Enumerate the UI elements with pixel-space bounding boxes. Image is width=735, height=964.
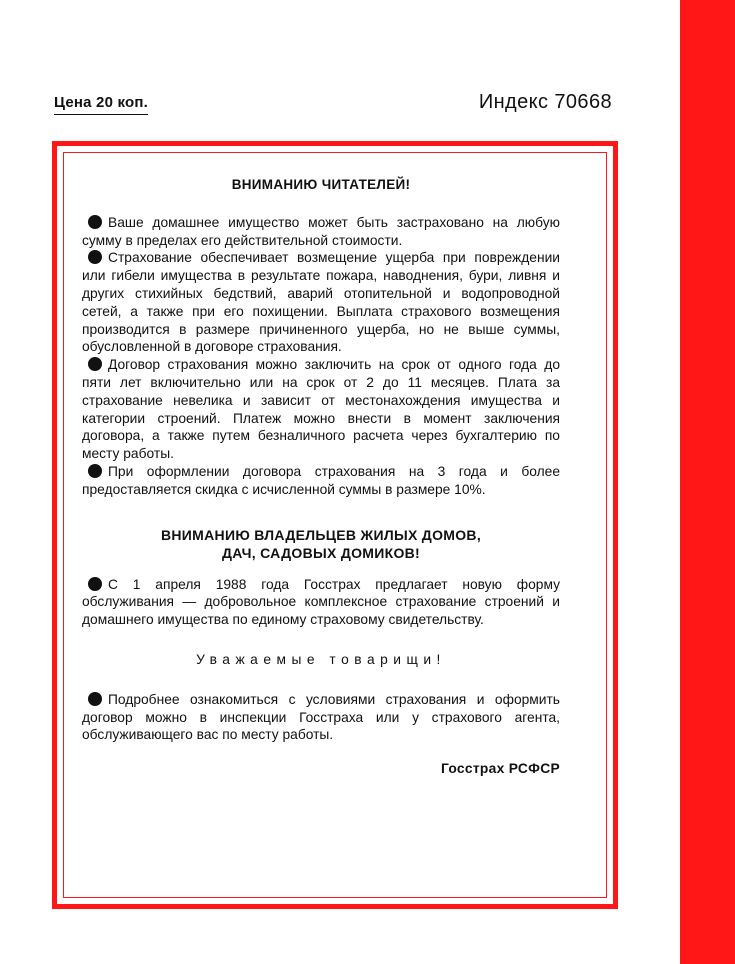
index-label: Индекс 70668 xyxy=(478,91,612,113)
price-label: Цена 20 коп. xyxy=(54,94,148,115)
paragraph-new-service: С 1 апреля 1988 года Госстрах предлагает новую форму обслуживания — добровольное комплексное страхование строений и домашнего имущества по единому страховому свидетельству. xyxy=(82,576,560,628)
heading-readers: ВНИМАНИЮ ЧИТАТЕЛЕЙ! xyxy=(231,177,411,192)
paragraph-discount: При оформлении договора страхования на 3 года и более предоставляется скидка с исчисленной суммы в размере 10%. xyxy=(82,463,560,497)
paragraph-coverage: Страхование обеспечивает возмещение ущерба при повреждении или гибели имущества в результате пожара, наводнения, бури, ливня и других стихийных бедствий, аварий отопительной и водопроводной сетей, а также при его похищении. Выплата страхового возмещения производится в размере причиненного ущерба, но не выше суммы, обусловленной в договоре страхования. xyxy=(82,250,560,355)
bullet-icon xyxy=(88,250,102,264)
bullet-icon xyxy=(88,577,102,591)
paragraph-property-insurance: Ваше домашнее имущество может быть застраховано на любую сумму в пределах его действительной стоимости. xyxy=(82,214,560,248)
bullet-icon xyxy=(88,464,102,478)
heading-home-owners: ВНИМАНИЮ ВЛАДЕЛЬЦЕВ ЖИЛЫХ ДОМОВ, ДАЧ, САДОВЫХ ДОМИКОВ! xyxy=(160,526,482,561)
paragraph-more-info: Подробнее ознакомиться с условиями страхования и оформить договор можно в инспекции Госстраха или у страхового агента, обслуживающего вас по месту работы. xyxy=(82,691,560,743)
notice-content xyxy=(82,176,560,778)
bullet-icon xyxy=(88,215,102,229)
signature: Госстрах РСФСР xyxy=(440,761,560,777)
red-edge-strip xyxy=(680,0,735,964)
bullet-icon xyxy=(88,357,102,371)
paragraph-contract-term: Договор страхования можно заключить на срок от одного года до пяти лет включительно или на срок от 2 до 11 месяцев. Плата за страхование невелика и зависит от местонахождения имущества и категории строений. Платеж можно внести в момент заключения договора, а также путем безналичного расчета через бухгалтерию по месту работы. xyxy=(82,357,560,462)
bullet-icon xyxy=(88,692,102,706)
greeting: Уважаемые товарищи! xyxy=(196,651,446,667)
